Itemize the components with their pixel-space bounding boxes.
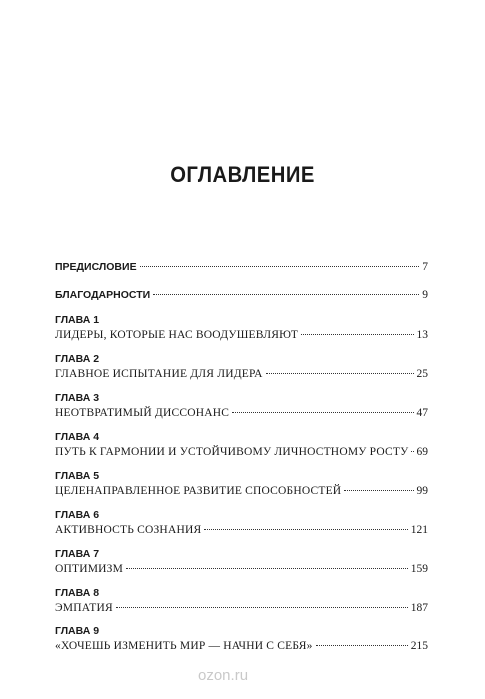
- chapter-label: ГЛАВА 8: [55, 587, 100, 599]
- toc-entry-preface[interactable]: [55, 259, 428, 275]
- dot-leader: [116, 607, 408, 608]
- toc-entry-chapter-8[interactable]: [55, 586, 428, 616]
- dot-leader: [316, 645, 408, 646]
- dot-leader: [411, 451, 413, 452]
- dot-leader: [344, 490, 413, 491]
- toc-page-number: 187: [410, 602, 428, 614]
- chapter-label: ГЛАВА 9: [55, 625, 100, 637]
- toc-entry-chapter-2[interactable]: [55, 352, 428, 382]
- toc-page-number: 9: [422, 289, 428, 301]
- watermark: ozon.ru: [198, 667, 249, 684]
- chapter-title: ПУТЬ К ГАРМОНИИ И УСТОЙЧИВОМУ ЛИЧНОСТНОМУ РОСТУ: [55, 446, 409, 458]
- chapter-title: ЭМПАТИЯ: [55, 602, 113, 614]
- toc-page-number: 7: [422, 261, 428, 273]
- chapter-title: ЦЕЛЕНАПРАВЛЕННОЕ РАЗВИТИЕ СПОСОБНОСТЕЙ: [55, 485, 342, 497]
- toc-entry-title: БЛАГОДАРНОСТИ: [55, 289, 151, 301]
- chapter-label: ГЛАВА 2: [55, 353, 100, 365]
- dot-leader: [140, 266, 420, 267]
- dot-leader: [204, 529, 407, 530]
- chapter-label: ГЛАВА 3: [55, 392, 100, 404]
- toc-entry-chapter-9[interactable]: [55, 624, 428, 654]
- dot-leader: [232, 412, 413, 413]
- chapter-title: ГЛАВНОЕ ИСПЫТАНИЕ ДЛЯ ЛИДЕРА: [55, 368, 263, 380]
- page-title: ОГЛАВЛЕНИЕ: [170, 162, 315, 187]
- dot-leader: [153, 294, 419, 295]
- chapter-title: «ХОЧЕШЬ ИЗМЕНИТЬ МИР — НАЧНИ С СЕБЯ»: [55, 640, 313, 652]
- toc-page-number: 99: [416, 485, 428, 497]
- chapter-title: ОПТИМИЗМ: [55, 563, 124, 575]
- chapter-label: ГЛАВА 6: [55, 509, 100, 521]
- toc-page-number: 69: [416, 446, 428, 458]
- dot-leader: [126, 568, 408, 569]
- toc-page-number: 121: [410, 524, 428, 536]
- chapter-label: ГЛАВА 5: [55, 470, 100, 482]
- dot-leader: [301, 334, 413, 335]
- toc-page-number: 215: [410, 640, 428, 652]
- toc-entry-chapter-6[interactable]: [55, 508, 428, 538]
- table-of-contents: [55, 0, 428, 699]
- toc-page-number: 13: [416, 329, 428, 341]
- chapter-title: НЕОТВРАТИМЫЙ ДИССОНАНС: [55, 407, 230, 419]
- chapter-label: ГЛАВА 1: [55, 314, 100, 326]
- chapter-title: АКТИВНОСТЬ СОЗНАНИЯ: [55, 524, 202, 536]
- chapter-label: ГЛАВА 4: [55, 431, 100, 443]
- toc-entry-chapter-7[interactable]: [55, 547, 428, 577]
- toc-page-number: 47: [416, 407, 428, 419]
- toc-entry-chapter-5[interactable]: [55, 469, 428, 499]
- toc-entry-chapter-1[interactable]: [55, 313, 428, 343]
- chapter-title: ЛИДЕРЫ, КОТОРЫЕ НАС ВООДУШЕВЛЯЮТ: [55, 329, 299, 341]
- toc-entry-title: ПРЕДИСЛОВИЕ: [55, 261, 137, 273]
- toc-entry-chapter-4[interactable]: [55, 430, 428, 460]
- toc-entry-acknowledgements[interactable]: [55, 287, 428, 303]
- toc-entry-chapter-3[interactable]: [55, 391, 428, 421]
- toc-page-number: 159: [410, 563, 428, 575]
- dot-leader: [266, 373, 414, 374]
- toc-page-number: 25: [416, 368, 428, 380]
- chapter-label: ГЛАВА 7: [55, 548, 100, 560]
